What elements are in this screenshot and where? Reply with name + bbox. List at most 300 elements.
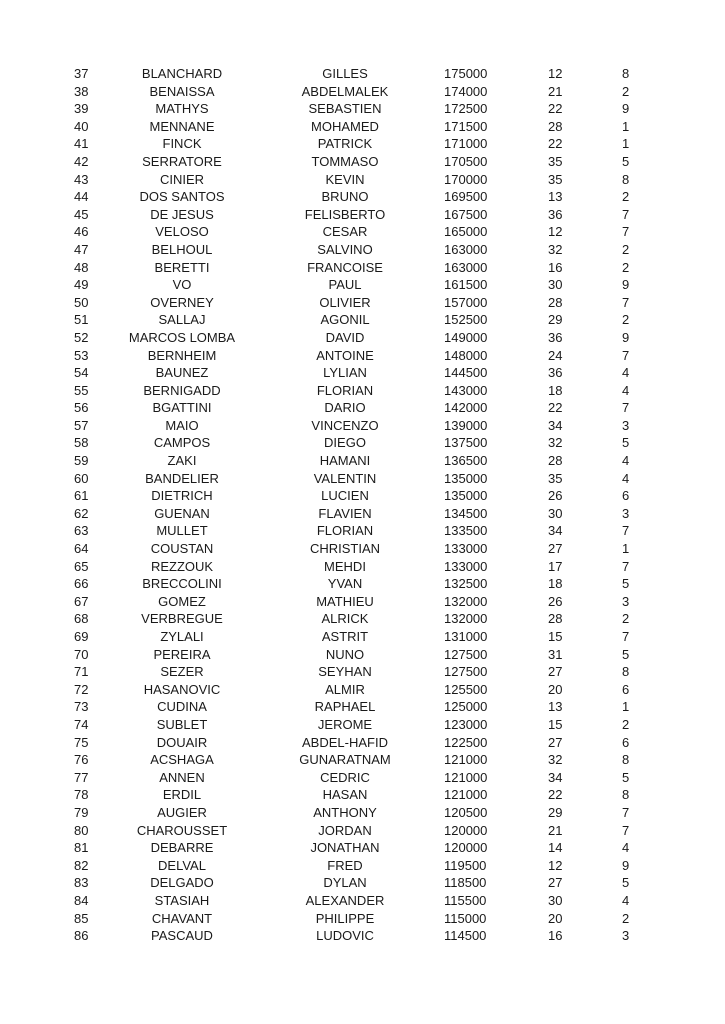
amount-cell: 142000 xyxy=(444,400,488,416)
rank-cell: 49 xyxy=(74,277,89,293)
column-b-cell: 7 xyxy=(622,206,630,222)
rank-cell: 75 xyxy=(74,734,89,750)
last-name-cell: AUGIER xyxy=(157,804,207,820)
last-name-cell: OVERNEY xyxy=(150,294,214,310)
first-name-cell: DYLAN xyxy=(323,875,367,891)
column-b-cell: 9 xyxy=(622,857,630,873)
table-row xyxy=(0,259,725,277)
rank-cell: 40 xyxy=(74,118,89,134)
column-b-cell: 3 xyxy=(622,928,630,944)
table-row xyxy=(0,734,725,752)
last-name-cell: ZAKI xyxy=(167,453,197,469)
rank-cell: 60 xyxy=(74,470,89,486)
column-b-cell: 7 xyxy=(622,400,630,416)
rank-cell: 67 xyxy=(74,593,89,609)
table-row xyxy=(0,646,725,664)
column-b-cell: 6 xyxy=(622,488,630,504)
column-a-cell: 15 xyxy=(548,629,563,644)
amount-cell: 132000 xyxy=(444,611,488,627)
table-row xyxy=(0,434,725,452)
column-b-cell: 5 xyxy=(622,153,630,169)
last-name-cell: CUDINA xyxy=(157,699,207,715)
last-name-cell: BERNIGADD xyxy=(143,382,221,398)
first-name-cell: OLIVIER xyxy=(319,294,371,310)
rank-cell: 72 xyxy=(74,681,89,697)
first-name-cell: SEBASTIEN xyxy=(308,101,382,117)
first-name-cell: FELISBERTO xyxy=(304,206,386,222)
table-row xyxy=(0,822,725,840)
table-row xyxy=(0,223,725,241)
column-b-cell: 5 xyxy=(622,435,630,451)
column-b-cell: 7 xyxy=(622,629,630,644)
last-name-cell: SEZER xyxy=(160,664,204,680)
rank-cell: 41 xyxy=(74,136,89,152)
column-a-cell: 22 xyxy=(548,101,563,117)
last-name-cell: DIETRICH xyxy=(151,488,213,504)
column-b-cell: 7 xyxy=(622,523,630,539)
amount-cell: 123000 xyxy=(444,716,488,732)
amount-cell: 149000 xyxy=(444,329,488,345)
last-name-cell: DELGADO xyxy=(150,875,214,891)
rank-cell: 45 xyxy=(74,206,89,222)
column-a-cell: 30 xyxy=(548,505,563,521)
column-b-cell: 6 xyxy=(622,681,630,697)
column-b-cell: 2 xyxy=(622,312,630,328)
first-name-cell: LYLIAN xyxy=(323,365,367,381)
last-name-cell: CAMPOS xyxy=(153,435,211,451)
column-b-cell: 8 xyxy=(622,752,630,768)
amount-cell: 115000 xyxy=(444,910,487,926)
column-a-cell: 34 xyxy=(548,769,563,785)
last-name-cell: VERBREGUE xyxy=(141,611,223,627)
last-name-cell: ERDIL xyxy=(162,787,202,803)
table-row xyxy=(0,470,725,488)
rank-cell: 80 xyxy=(74,822,89,838)
amount-cell: 172500 xyxy=(444,101,488,117)
last-name-cell: CINIER xyxy=(159,171,205,187)
column-a-cell: 35 xyxy=(548,470,563,486)
table-row xyxy=(0,100,725,118)
first-name-cell: LUDOVIC xyxy=(316,928,374,944)
column-b-cell: 4 xyxy=(622,470,630,486)
column-b-cell: 2 xyxy=(622,611,630,627)
rank-cell: 73 xyxy=(74,699,89,715)
amount-cell: 114500 xyxy=(444,928,487,944)
first-name-cell: PATRICK xyxy=(317,136,373,152)
amount-cell: 167500 xyxy=(444,206,488,222)
column-b-cell: 4 xyxy=(622,382,630,398)
rank-cell: 57 xyxy=(74,417,89,433)
rank-cell: 79 xyxy=(74,804,89,820)
first-name-cell: ALRICK xyxy=(321,611,369,627)
table-row xyxy=(0,206,725,224)
column-b-cell: 2 xyxy=(622,259,630,275)
column-b-cell: 9 xyxy=(622,277,630,293)
rank-cell: 70 xyxy=(74,646,89,662)
column-a-cell: 35 xyxy=(548,171,563,187)
first-name-cell: VALENTIN xyxy=(313,470,377,486)
rank-cell: 69 xyxy=(74,629,89,644)
rank-cell: 52 xyxy=(74,329,89,345)
table-row xyxy=(0,610,725,628)
table-row xyxy=(0,65,725,83)
first-name-cell: YVAN xyxy=(327,576,363,592)
last-name-cell: BANDELIER xyxy=(145,470,219,486)
table-row xyxy=(0,153,725,171)
last-name-cell: ZYLALI xyxy=(160,629,204,644)
column-b-cell: 7 xyxy=(622,294,630,310)
column-a-cell: 16 xyxy=(548,259,563,275)
first-name-cell: AGONIL xyxy=(320,312,370,328)
table-row xyxy=(0,505,725,523)
table-row xyxy=(0,874,725,892)
table-row xyxy=(0,681,725,699)
rank-cell: 82 xyxy=(74,857,89,873)
last-name-cell: SALLAJ xyxy=(158,312,206,328)
first-name-cell: FRED xyxy=(327,857,363,873)
first-name-cell: NUNO xyxy=(325,646,365,662)
column-a-cell: 13 xyxy=(548,699,563,715)
amount-cell: 157000 xyxy=(444,294,488,310)
first-name-cell: ANTHONY xyxy=(313,804,377,820)
rank-cell: 76 xyxy=(74,752,89,768)
ranking-table xyxy=(0,65,725,945)
last-name-cell: BERETTI xyxy=(154,259,210,275)
rank-cell: 84 xyxy=(74,892,89,908)
column-b-cell: 3 xyxy=(622,505,630,521)
column-b-cell: 9 xyxy=(622,101,630,117)
first-name-cell: ALMIR xyxy=(325,681,365,697)
column-a-cell: 36 xyxy=(548,206,563,222)
last-name-cell: DE JESUS xyxy=(150,206,214,222)
amount-cell: 133000 xyxy=(444,541,488,557)
first-name-cell: FLORIAN xyxy=(316,523,374,539)
rank-cell: 83 xyxy=(74,875,89,891)
first-name-cell: DIEGO xyxy=(324,435,366,451)
amount-cell: 120500 xyxy=(444,804,488,820)
amount-cell: 135000 xyxy=(444,470,488,486)
amount-cell: 125000 xyxy=(444,699,488,715)
table-row xyxy=(0,417,725,435)
amount-cell: 148000 xyxy=(444,347,488,363)
amount-cell: 175000 xyxy=(444,66,488,81)
column-a-cell: 22 xyxy=(548,400,563,416)
last-name-cell: GOMEZ xyxy=(158,593,206,609)
rank-cell: 63 xyxy=(74,523,89,539)
table-row xyxy=(0,593,725,611)
rank-cell: 50 xyxy=(74,294,89,310)
amount-cell: 137500 xyxy=(444,435,488,451)
last-name-cell: SUBLET xyxy=(156,716,208,732)
amount-cell: 127500 xyxy=(444,664,488,680)
rank-cell: 85 xyxy=(74,910,89,926)
first-name-cell: RAPHAEL xyxy=(314,699,376,715)
column-a-cell: 15 xyxy=(548,716,563,732)
last-name-cell: BERNHEIM xyxy=(147,347,217,363)
column-a-cell: 35 xyxy=(548,153,563,169)
last-name-cell: BENAISSA xyxy=(149,83,215,99)
last-name-cell: COUSTAN xyxy=(150,541,214,557)
column-b-cell: 4 xyxy=(622,892,630,908)
first-name-cell: HAMANI xyxy=(319,453,371,469)
column-a-cell: 32 xyxy=(548,435,563,451)
column-a-cell: 27 xyxy=(548,541,563,557)
table-row xyxy=(0,83,725,101)
column-a-cell: 29 xyxy=(548,312,563,328)
last-name-cell: SERRATORE xyxy=(142,153,222,169)
column-a-cell: 36 xyxy=(548,329,563,345)
column-a-cell: 17 xyxy=(548,558,563,574)
last-name-cell: BLANCHARD xyxy=(141,66,223,81)
first-name-cell: BRUNO xyxy=(321,189,369,205)
column-b-cell: 8 xyxy=(622,66,630,81)
last-name-cell: HASANOVIC xyxy=(143,681,221,697)
column-b-cell: 8 xyxy=(622,664,630,680)
column-b-cell: 2 xyxy=(622,910,630,926)
last-name-cell: DEBARRE xyxy=(150,840,214,856)
column-b-cell: 2 xyxy=(622,241,630,257)
amount-cell: 134500 xyxy=(444,505,488,521)
rank-cell: 42 xyxy=(74,153,89,169)
amount-cell: 170500 xyxy=(444,153,488,169)
amount-cell: 133000 xyxy=(444,558,488,574)
column-a-cell: 24 xyxy=(548,347,563,363)
column-a-cell: 12 xyxy=(548,224,563,240)
column-a-cell: 18 xyxy=(548,576,563,592)
amount-cell: 121000 xyxy=(444,787,488,803)
last-name-cell: DELVAL xyxy=(158,857,206,873)
last-name-cell: PASCAUD xyxy=(151,928,213,944)
table-row xyxy=(0,927,725,945)
last-name-cell: CHAROUSSET xyxy=(136,822,228,838)
column-a-cell: 21 xyxy=(548,83,563,99)
first-name-cell: PAUL xyxy=(328,277,362,293)
table-row xyxy=(0,188,725,206)
rank-cell: 58 xyxy=(74,435,89,451)
column-b-cell: 2 xyxy=(622,83,630,99)
table-row xyxy=(0,382,725,400)
amount-cell: 120000 xyxy=(444,840,488,856)
column-a-cell: 20 xyxy=(548,910,563,926)
rank-cell: 78 xyxy=(74,787,89,803)
rank-cell: 65 xyxy=(74,558,89,574)
column-b-cell: 5 xyxy=(622,769,630,785)
table-row xyxy=(0,857,725,875)
column-b-cell: 9 xyxy=(622,329,630,345)
column-b-cell: 4 xyxy=(622,840,630,856)
column-b-cell: 1 xyxy=(622,699,630,715)
last-name-cell: FINCK xyxy=(162,136,202,152)
rank-cell: 81 xyxy=(74,840,89,856)
first-name-cell: LUCIEN xyxy=(321,488,369,504)
column-b-cell: 5 xyxy=(622,646,630,662)
rank-cell: 55 xyxy=(74,382,89,398)
rank-cell: 51 xyxy=(74,312,89,328)
rank-cell: 59 xyxy=(74,453,89,469)
last-name-cell: DOUAIR xyxy=(156,734,208,750)
amount-cell: 122500 xyxy=(444,734,488,750)
column-a-cell: 18 xyxy=(548,382,563,398)
column-a-cell: 27 xyxy=(548,664,563,680)
column-a-cell: 28 xyxy=(548,294,563,310)
table-row xyxy=(0,804,725,822)
rank-cell: 39 xyxy=(74,101,89,117)
rank-cell: 43 xyxy=(74,171,89,187)
table-row xyxy=(0,487,725,505)
table-row xyxy=(0,751,725,769)
column-a-cell: 16 xyxy=(548,928,563,944)
first-name-cell: ABDEL-HAFID xyxy=(302,734,388,750)
first-name-cell: ASTRIT xyxy=(321,629,369,644)
first-name-cell: SALVINO xyxy=(317,241,373,257)
column-a-cell: 26 xyxy=(548,593,563,609)
first-name-cell: FLAVIEN xyxy=(318,505,372,521)
column-b-cell: 8 xyxy=(622,171,630,187)
rank-cell: 38 xyxy=(74,83,89,99)
amount-cell: 171500 xyxy=(444,118,488,134)
table-row xyxy=(0,558,725,576)
last-name-cell: PEREIRA xyxy=(153,646,211,662)
column-a-cell: 30 xyxy=(548,277,563,293)
column-a-cell: 22 xyxy=(548,136,563,152)
first-name-cell: KEVIN xyxy=(325,171,365,187)
rank-cell: 62 xyxy=(74,505,89,521)
table-row xyxy=(0,135,725,153)
first-name-cell: ANTOINE xyxy=(316,347,374,363)
column-b-cell: 7 xyxy=(622,822,630,838)
amount-cell: 143000 xyxy=(444,382,488,398)
last-name-cell: BRECCOLINI xyxy=(142,576,222,592)
amount-cell: 163000 xyxy=(444,241,488,257)
column-b-cell: 3 xyxy=(622,417,630,433)
rank-cell: 46 xyxy=(74,224,89,240)
amount-cell: 163000 xyxy=(444,259,488,275)
column-a-cell: 28 xyxy=(548,118,563,134)
rank-cell: 74 xyxy=(74,716,89,732)
amount-cell: 144500 xyxy=(444,365,488,381)
amount-cell: 174000 xyxy=(444,83,488,99)
rank-cell: 71 xyxy=(74,664,89,680)
column-a-cell: 36 xyxy=(548,365,563,381)
amount-cell: 170000 xyxy=(444,171,488,187)
table-row xyxy=(0,769,725,787)
table-row xyxy=(0,716,725,734)
table-row xyxy=(0,575,725,593)
column-b-cell: 1 xyxy=(622,118,630,134)
column-b-cell: 1 xyxy=(622,136,630,152)
rank-cell: 53 xyxy=(74,347,89,363)
amount-cell: 133500 xyxy=(444,523,488,539)
rank-cell: 86 xyxy=(74,928,89,944)
table-row xyxy=(0,364,725,382)
table-row xyxy=(0,118,725,136)
first-name-cell: FLORIAN xyxy=(316,382,374,398)
table-row xyxy=(0,540,725,558)
column-b-cell: 5 xyxy=(622,576,630,592)
amount-cell: 136500 xyxy=(444,453,488,469)
last-name-cell: CHAVANT xyxy=(151,910,213,926)
column-a-cell: 28 xyxy=(548,453,563,469)
table-row xyxy=(0,276,725,294)
last-name-cell: STASIAH xyxy=(154,892,210,908)
column-b-cell: 2 xyxy=(622,189,630,205)
column-b-cell: 5 xyxy=(622,875,630,891)
column-a-cell: 34 xyxy=(548,417,563,433)
column-b-cell: 4 xyxy=(622,365,630,381)
first-name-cell: HASAN xyxy=(322,787,368,803)
first-name-cell: JEROME xyxy=(317,716,373,732)
column-b-cell: 7 xyxy=(622,224,630,240)
column-a-cell: 32 xyxy=(548,752,563,768)
rank-cell: 37 xyxy=(74,66,89,81)
rank-cell: 61 xyxy=(74,488,89,504)
amount-cell: 152500 xyxy=(444,312,488,328)
table-row xyxy=(0,910,725,928)
amount-cell: 139000 xyxy=(444,417,488,433)
amount-cell: 169500 xyxy=(444,189,488,205)
column-a-cell: 27 xyxy=(548,734,563,750)
rank-cell: 66 xyxy=(74,576,89,592)
amount-cell: 115500 xyxy=(444,892,487,908)
last-name-cell: MULLET xyxy=(156,523,208,539)
first-name-cell: DARIO xyxy=(324,400,366,416)
table-row xyxy=(0,839,725,857)
column-a-cell: 22 xyxy=(548,787,563,803)
rank-cell: 68 xyxy=(74,611,89,627)
last-name-cell: MAIO xyxy=(165,417,199,433)
column-b-cell: 7 xyxy=(622,347,630,363)
column-a-cell: 29 xyxy=(548,804,563,820)
table-row xyxy=(0,329,725,347)
column-a-cell: 34 xyxy=(548,523,563,539)
column-b-cell: 2 xyxy=(622,716,630,732)
last-name-cell: ACSHAGA xyxy=(150,752,214,768)
rank-cell: 54 xyxy=(74,365,89,381)
first-name-cell: ABDELMALEK xyxy=(301,83,389,99)
rank-cell: 64 xyxy=(74,541,89,557)
first-name-cell: TOMMASO xyxy=(311,153,379,169)
column-a-cell: 21 xyxy=(548,822,563,838)
amount-cell: 165000 xyxy=(444,224,488,240)
table-row xyxy=(0,628,725,646)
table-row xyxy=(0,892,725,910)
first-name-cell: GUNARATNAM xyxy=(299,752,391,768)
column-b-cell: 3 xyxy=(622,593,630,609)
last-name-cell: MARCOS LOMBA xyxy=(128,329,236,345)
last-name-cell: GUENAN xyxy=(154,505,210,521)
table-row xyxy=(0,294,725,312)
amount-cell: 135000 xyxy=(444,488,488,504)
first-name-cell: CESAR xyxy=(322,224,368,240)
amount-cell: 132000 xyxy=(444,593,488,609)
amount-cell: 121000 xyxy=(444,769,488,785)
amount-cell: 127500 xyxy=(444,646,488,662)
column-b-cell: 7 xyxy=(622,804,630,820)
column-a-cell: 20 xyxy=(548,681,563,697)
column-a-cell: 13 xyxy=(548,189,563,205)
last-name-cell: DOS SANTOS xyxy=(139,189,225,205)
table-row xyxy=(0,452,725,470)
first-name-cell: FRANCOISE xyxy=(307,259,383,275)
rank-cell: 56 xyxy=(74,400,89,416)
first-name-cell: PHILIPPE xyxy=(315,910,375,926)
amount-cell: 121000 xyxy=(444,752,488,768)
first-name-cell: MATHIEU xyxy=(316,593,374,609)
column-b-cell: 7 xyxy=(622,558,630,574)
column-a-cell: 28 xyxy=(548,611,563,627)
amount-cell: 161500 xyxy=(444,277,488,293)
first-name-cell: ALEXANDER xyxy=(305,892,385,908)
